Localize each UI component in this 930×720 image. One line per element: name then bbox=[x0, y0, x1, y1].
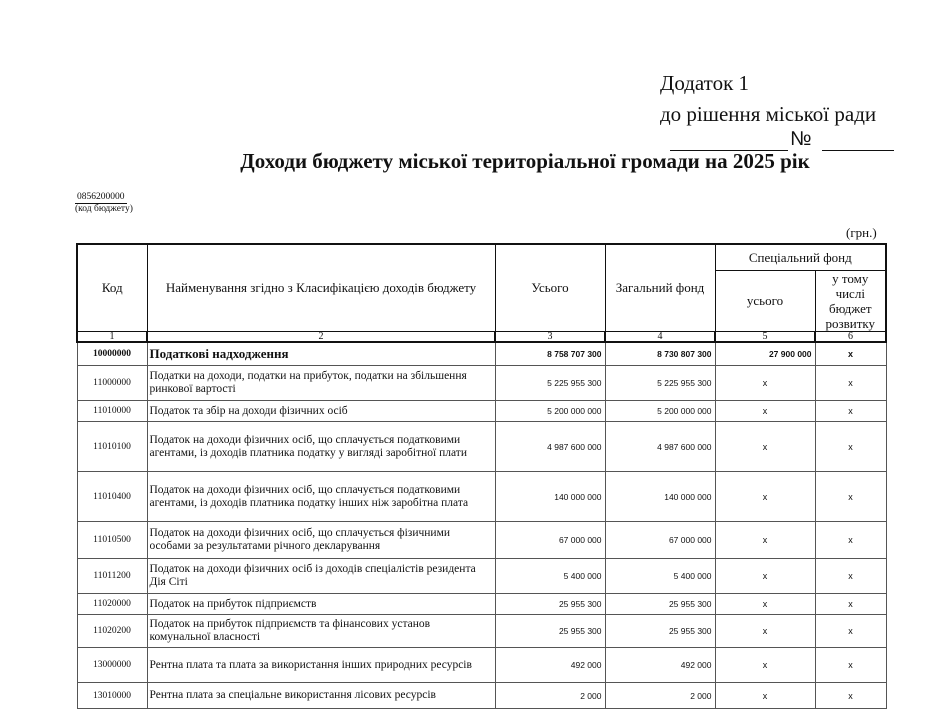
row-development: x bbox=[815, 401, 886, 422]
row-development: x bbox=[815, 472, 886, 522]
row-special-fund: x bbox=[715, 683, 815, 709]
row-code: 11010000 bbox=[77, 401, 147, 422]
row-special-fund: x bbox=[715, 422, 815, 472]
table-row bbox=[77, 559, 886, 594]
appendix-line-1: Додаток 1 bbox=[660, 71, 750, 95]
table-row bbox=[77, 594, 886, 615]
row-code: 11000000 bbox=[77, 366, 147, 401]
row-special-fund: 27 900 000 bbox=[715, 342, 815, 366]
currency-label: (грн.) bbox=[846, 225, 877, 240]
row-total: 492 000 bbox=[495, 648, 605, 683]
revenue-table bbox=[76, 243, 887, 709]
row-code: 11020000 bbox=[77, 594, 147, 615]
row-development: x bbox=[815, 648, 886, 683]
header-general-fund: Загальний фонд bbox=[605, 244, 715, 331]
row-name: Рентна плата та плата за використання інших природних ресурсів bbox=[147, 648, 495, 683]
row-total: 5 200 000 000 bbox=[495, 401, 605, 422]
document-title: Доходи бюджету міської територіальної громади на 2025 рік bbox=[240, 149, 810, 173]
header-total: Усього bbox=[495, 244, 605, 331]
table-row bbox=[77, 648, 886, 683]
header-name: Найменування згідно з Класифікацією доходів бюджету bbox=[147, 244, 495, 331]
row-total: 5 225 955 300 bbox=[495, 366, 605, 401]
header-special-fund: Спеціальний фонд bbox=[715, 244, 886, 270]
row-name: Податки на доходи, податки на прибуток, податки на збільшення ринкової вартості bbox=[147, 366, 495, 401]
row-general-fund: 25 955 300 bbox=[605, 594, 715, 615]
row-total: 8 758 707 300 bbox=[495, 342, 605, 366]
row-name: Податок на доходи фізичних осіб, що сплачується фізичними особами за результатами річного декларування bbox=[147, 522, 495, 559]
row-code: 13000000 bbox=[77, 648, 147, 683]
row-general-fund: 4 987 600 000 bbox=[605, 422, 715, 472]
header-special-total: усього bbox=[715, 270, 815, 331]
row-development: x bbox=[815, 559, 886, 594]
row-general-fund: 67 000 000 bbox=[605, 522, 715, 559]
row-name: Податок на доходи фізичних осіб із доходів спеціалістів резидента Дія Сіті bbox=[147, 559, 495, 594]
row-special-fund: x bbox=[715, 366, 815, 401]
row-special-fund: x bbox=[715, 472, 815, 522]
number-sign: № bbox=[790, 128, 812, 150]
row-name: Рентна плата за спеціальне використання лісових ресурсів bbox=[147, 683, 495, 709]
row-development: x bbox=[815, 594, 886, 615]
column-number: 2 bbox=[147, 331, 495, 342]
row-development: x bbox=[815, 615, 886, 648]
row-code: 13010000 bbox=[77, 683, 147, 709]
row-development: x bbox=[815, 422, 886, 472]
row-special-fund: x bbox=[715, 522, 815, 559]
row-development: x bbox=[815, 522, 886, 559]
header-code: Код bbox=[77, 244, 147, 331]
row-name: Податок на прибуток підприємств bbox=[147, 594, 495, 615]
table-row bbox=[77, 683, 886, 709]
table-row bbox=[77, 342, 886, 366]
row-total: 25 955 300 bbox=[495, 594, 605, 615]
table-row bbox=[77, 422, 886, 472]
table-row bbox=[77, 366, 886, 401]
row-development: x bbox=[815, 366, 886, 401]
row-code: 11011200 bbox=[77, 559, 147, 594]
row-special-fund: x bbox=[715, 559, 815, 594]
row-code: 11020200 bbox=[77, 615, 147, 648]
row-general-fund: 5 225 955 300 bbox=[605, 366, 715, 401]
row-development: x bbox=[815, 683, 886, 709]
row-special-fund: x bbox=[715, 401, 815, 422]
row-special-fund: x bbox=[715, 648, 815, 683]
column-number: 6 bbox=[815, 331, 886, 342]
row-development: x bbox=[815, 342, 886, 366]
row-total: 2 000 bbox=[495, 683, 605, 709]
column-number: 5 bbox=[715, 331, 815, 342]
row-special-fund: x bbox=[715, 594, 815, 615]
budget-code-block bbox=[75, 192, 133, 215]
row-general-fund: 140 000 000 bbox=[605, 472, 715, 522]
column-numbers-row bbox=[77, 331, 886, 342]
row-name: Податок на доходи фізичних осіб, що сплачується податковими агентами, із доходів платника податку інших ніж заробітна плата bbox=[147, 472, 495, 522]
row-total: 5 400 000 bbox=[495, 559, 605, 594]
row-general-fund: 25 955 300 bbox=[605, 615, 715, 648]
column-number: 1 bbox=[77, 331, 147, 342]
row-name: Податок та збір на доходи фізичних осіб bbox=[147, 401, 495, 422]
table-row bbox=[77, 401, 886, 422]
row-general-fund: 5 400 000 bbox=[605, 559, 715, 594]
column-number: 3 bbox=[495, 331, 605, 342]
budget-code: 0856200000 bbox=[77, 192, 125, 202]
row-total: 4 987 600 000 bbox=[495, 422, 605, 472]
row-name: Податкові надходження bbox=[147, 342, 495, 366]
row-total: 140 000 000 bbox=[495, 472, 605, 522]
row-code: 10000000 bbox=[77, 342, 147, 366]
row-special-fund: x bbox=[715, 615, 815, 648]
row-code: 11010100 bbox=[77, 422, 147, 472]
row-total: 67 000 000 bbox=[495, 522, 605, 559]
row-total: 25 955 300 bbox=[495, 615, 605, 648]
table-row bbox=[77, 472, 886, 522]
row-general-fund: 5 200 000 000 bbox=[605, 401, 715, 422]
row-general-fund: 8 730 807 300 bbox=[605, 342, 715, 366]
table-row bbox=[77, 615, 886, 648]
column-number: 4 bbox=[605, 331, 715, 342]
row-code: 11010500 bbox=[77, 522, 147, 559]
appendix-block bbox=[660, 68, 876, 156]
budget-code-label: (код бюджету) bbox=[75, 204, 133, 214]
appendix-line-2: до рішення міської ради bbox=[660, 102, 877, 126]
row-code: 11010400 bbox=[77, 472, 147, 522]
row-general-fund: 2 000 bbox=[605, 683, 715, 709]
row-name: Податок на доходи фізичних осіб, що сплачується податковими агентами, із доходів платника податку у вигляді заробітної плати bbox=[147, 422, 495, 472]
table-row bbox=[77, 522, 886, 559]
row-general-fund: 492 000 bbox=[605, 648, 715, 683]
header-development-budget: у тому числі бюджет розвитку bbox=[815, 270, 886, 331]
row-name: Податок на прибуток підприємств та фінансових установ комунальної власності bbox=[147, 615, 495, 648]
